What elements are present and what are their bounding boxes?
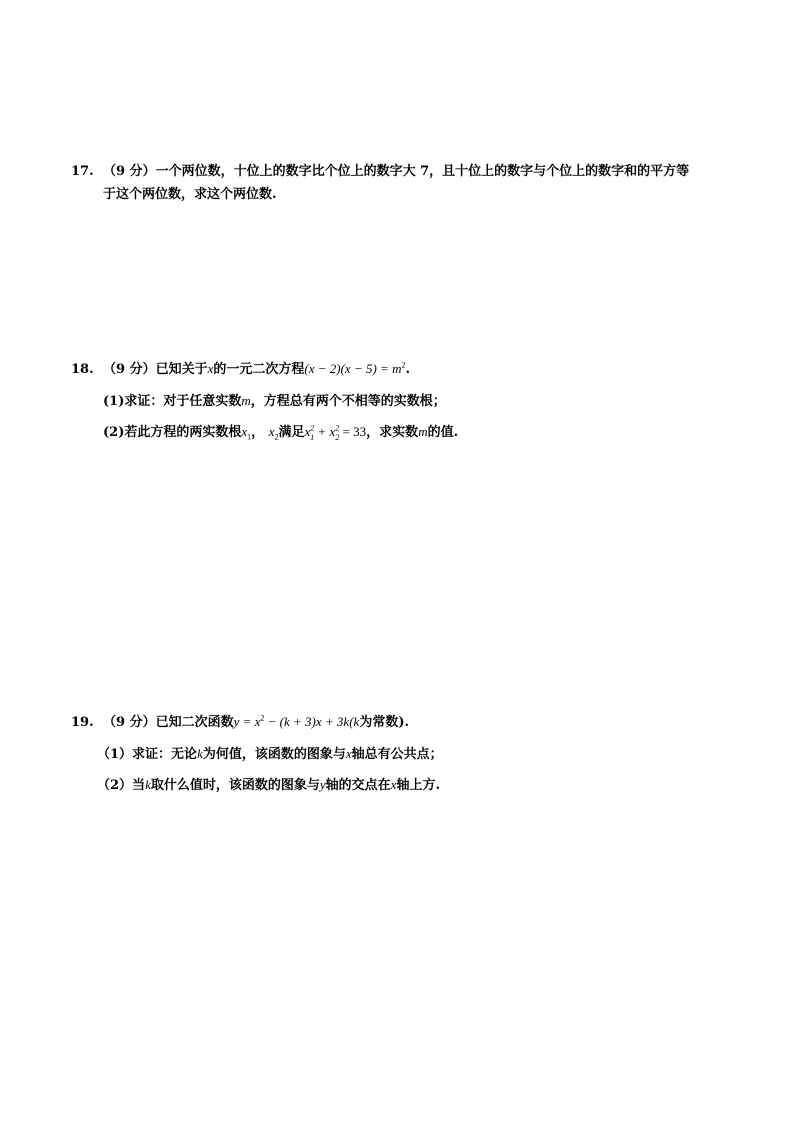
part-text: 当 (132, 778, 146, 793)
part-text: 轴总有公共点； (351, 747, 443, 762)
subscript: 1 (247, 432, 252, 442)
question-score: （9 分） (103, 362, 156, 377)
part-text: 轴的交点在 (325, 778, 391, 793)
stem-text: 已知关于 (155, 362, 208, 377)
question-number: 17. (71, 164, 94, 179)
question-score: （9 分） (103, 164, 156, 179)
part-text: 若此方程的两实数根 (124, 425, 242, 440)
question-18-part2 (103, 421, 458, 440)
question-19-part2 (97, 774, 440, 793)
part-text: ， (251, 425, 265, 440)
math-var: k (353, 714, 360, 729)
part-text: 求证：对于任意实数 (124, 394, 242, 409)
exponent: 2 (260, 713, 265, 723)
math-var: x (345, 746, 352, 761)
question-text: 一个两位数，十位上的数字比个位上的数字大 7，且十位上的数字与个位上的数字和的平方等 (155, 164, 690, 179)
part-text: ，方程总有两个不相等的实数根； (250, 394, 446, 409)
equation: (x − 2)(x − 5) = m (304, 361, 402, 376)
math-var: m (418, 424, 428, 439)
part-label: （1） (97, 747, 133, 762)
part-text: 满足 (278, 425, 305, 440)
part-label: (1) (103, 394, 125, 409)
stem-text: 的一元二次方程 (213, 362, 305, 377)
part-text: 的值. (427, 425, 459, 440)
part-text: 为何值，该函数的图象与 (202, 747, 346, 762)
math-var: x (241, 424, 248, 439)
question-17-line1 (71, 160, 689, 179)
part-text: 取什么值时，该函数的图象与 (150, 778, 320, 793)
math-var: y (319, 777, 326, 792)
part-label: （2） (97, 778, 133, 793)
equation: $x^2_1 + x^2_2$ (304, 423, 340, 442)
math-var: k (197, 746, 203, 761)
question-18-part1 (103, 390, 446, 409)
part-text: 轴上方. (396, 778, 440, 793)
equation: y = x (233, 714, 261, 729)
part-text: 求证：无论 (132, 747, 198, 762)
question-18-stem (71, 358, 410, 377)
question-text: 于这个两位数，求这个两位数. (103, 187, 277, 202)
math-var: m (241, 393, 251, 408)
stem-text: 为常数). (359, 715, 409, 730)
equation: = 33 (342, 424, 367, 439)
subscript: 2 (274, 432, 279, 442)
stem-text: 已知二次函数 (155, 715, 234, 730)
question-19-part1 (97, 743, 443, 762)
math-var: x (207, 361, 214, 376)
question-score: （9 分） (103, 715, 156, 730)
question-number: 18. (71, 362, 94, 377)
math-var: x (268, 424, 275, 439)
stem-text: . (405, 362, 410, 377)
math-var: x (390, 777, 397, 792)
question-number: 19. (71, 715, 94, 730)
equation: − (k + 3)x + 3k( (264, 714, 354, 729)
question-19-stem (71, 711, 409, 730)
part-text: ，求实数 (366, 425, 419, 440)
question-17-line2 (103, 183, 277, 202)
math-var: k (145, 777, 151, 792)
exponent: 2 (401, 360, 406, 370)
part-label: (2) (103, 425, 125, 440)
